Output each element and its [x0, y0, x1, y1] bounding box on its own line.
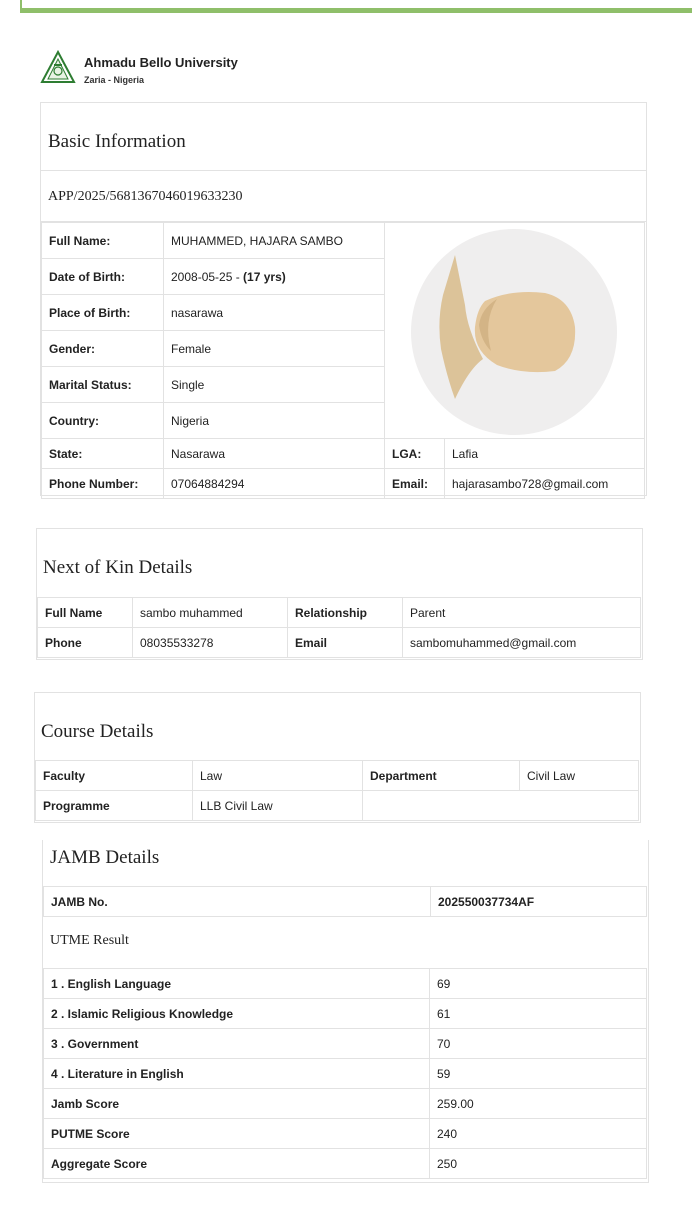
age-text: (17 yrs) — [243, 269, 286, 284]
next-of-kin-table — [37, 597, 641, 658]
jamb-no-table — [43, 886, 647, 917]
email-value: hajarasambo728@gmail.com — [445, 469, 645, 499]
place-of-birth-value: nasarawa — [164, 295, 385, 331]
field-label: Faculty — [36, 761, 193, 791]
total-label: Jamb Score — [44, 1089, 430, 1119]
top-accent-bar — [20, 8, 692, 13]
passport-photo — [411, 229, 617, 435]
divider — [41, 170, 646, 171]
jamb-details-title: JAMB Details — [50, 847, 160, 868]
university-header — [40, 50, 440, 90]
programme-value: LLB Civil Law — [193, 791, 363, 821]
university-location: Zaria - Nigeria — [84, 75, 145, 85]
kin-relationship-value: Parent — [403, 598, 641, 628]
course-details-table — [35, 760, 639, 821]
field-label: LGA: — [385, 439, 445, 469]
field-label: Department — [363, 761, 520, 791]
department-value: Civil Law — [520, 761, 639, 791]
passport-photo-cell — [385, 223, 645, 439]
next-of-kin-title: Next of Kin Details — [43, 557, 193, 578]
jamb-score-value: 259.00 — [430, 1089, 647, 1119]
person-placeholder-icon — [411, 229, 617, 435]
subject-score: 61 — [430, 999, 647, 1029]
field-label: Country: — [42, 403, 164, 439]
field-label: Relationship — [288, 598, 403, 628]
gender-value: Female — [164, 331, 385, 367]
subject-score: 69 — [430, 969, 647, 999]
table-row — [42, 469, 645, 499]
utme-result-title: UTME Result — [50, 933, 129, 948]
full-name-value: MUHAMMED, HAJARA SAMBO — [164, 223, 385, 259]
subject-label: 2 . Islamic Religious Knowledge — [44, 999, 430, 1029]
field-label: Phone Number: — [42, 469, 164, 499]
field-label: Full Name: — [42, 223, 164, 259]
table-row — [38, 598, 641, 628]
subject-label: 3 . Government — [44, 1029, 430, 1059]
total-label: PUTME Score — [44, 1119, 430, 1149]
field-label: State: — [42, 439, 164, 469]
table-row — [42, 439, 645, 469]
table-row — [44, 887, 647, 917]
faculty-value: Law — [193, 761, 363, 791]
table-row — [36, 761, 639, 791]
table-row — [44, 1149, 647, 1179]
putme-score-value: 240 — [430, 1119, 647, 1149]
application-number: APP/2025/5681367046019633230 — [48, 189, 243, 204]
table-row — [42, 223, 645, 259]
country-value: Nigeria — [164, 403, 385, 439]
field-label: JAMB No. — [44, 887, 431, 917]
basic-information-section — [40, 102, 647, 496]
dob-text: 2008-05-25 - — [171, 269, 244, 284]
field-label: Date of Birth: — [42, 259, 164, 295]
field-label: Email: — [385, 469, 445, 499]
basic-info-table — [41, 222, 645, 499]
table-row — [44, 1059, 647, 1089]
table-row — [38, 628, 641, 658]
table-row — [44, 999, 647, 1029]
table-row — [44, 969, 647, 999]
field-label: Place of Birth: — [42, 295, 164, 331]
next-of-kin-section — [36, 528, 643, 660]
kin-phone-value: 08035533278 — [133, 628, 288, 658]
university-logo-icon — [40, 50, 76, 86]
field-label: Phone — [38, 628, 133, 658]
kin-email-value: sambomuhammed@gmail.com — [403, 628, 641, 658]
table-row — [44, 1089, 647, 1119]
lga-value: Lafia — [445, 439, 645, 469]
jamb-details-section — [42, 840, 649, 1183]
table-row — [44, 1029, 647, 1059]
field-label: Programme — [36, 791, 193, 821]
state-value: Nasarawa — [164, 439, 385, 469]
table-row — [36, 791, 639, 821]
subject-label: 1 . English Language — [44, 969, 430, 999]
marital-status-value: Single — [164, 367, 385, 403]
utme-results-table — [43, 968, 647, 1179]
subject-label: 4 . Literature in English — [44, 1059, 430, 1089]
course-details-section — [34, 692, 641, 823]
aggregate-score-value: 250 — [430, 1149, 647, 1179]
course-details-title: Course Details — [41, 721, 154, 742]
total-label: Aggregate Score — [44, 1149, 430, 1179]
table-row — [44, 1119, 647, 1149]
subject-score: 70 — [430, 1029, 647, 1059]
date-of-birth-value — [164, 259, 385, 295]
jamb-number-value: 202550037734AF — [431, 887, 647, 917]
field-label: Gender: — [42, 331, 164, 367]
kin-name-value: sambo muhammed — [133, 598, 288, 628]
field-label: Marital Status: — [42, 367, 164, 403]
field-label: Email — [288, 628, 403, 658]
subject-score: 59 — [430, 1059, 647, 1089]
empty-cell — [363, 791, 639, 821]
university-name: Ahmadu Bello University — [84, 55, 238, 70]
field-label: Full Name — [38, 598, 133, 628]
basic-information-title: Basic Information — [48, 131, 186, 152]
phone-value: 07064884294 — [164, 469, 385, 499]
